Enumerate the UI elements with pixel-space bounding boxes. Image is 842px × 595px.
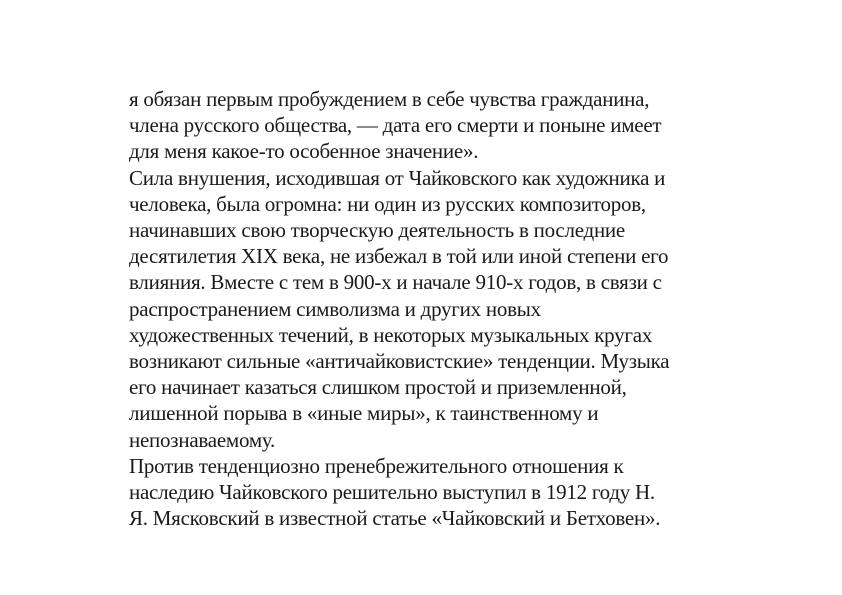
text-line: для меня какое-то особенное значение». [129, 139, 479, 164]
text-line: влияния. Вместе с тем в 900-х и начале 910-х годов, в связи с [129, 270, 662, 295]
text-line: Против тенденциозно пренебрежительного отношения к [129, 453, 624, 478]
text-line: распространением символизма и других новых [129, 296, 541, 321]
text-line: Сила внушения, исходившая от Чайковского как художника и [129, 165, 666, 190]
text-line: лишенной порыва в «иные миры», к таинственному и [129, 401, 599, 426]
text-line: члена русского общества, — дата его смерти и поныне имеет [129, 113, 662, 138]
text-line: начинавших свою творческую деятельность в последние [129, 218, 625, 243]
text-line: я обязан первым пробуждением в себе чувства гражданина, [129, 87, 650, 111]
text-line: возникают сильные «античайковистские» тенденции. Музыка [129, 349, 670, 374]
text-line: непознаваемому. [129, 427, 276, 452]
text-line: наследию Чайковского решительно выступил в 1912 году Н. [129, 480, 655, 505]
text-line: Я. Мясковский в известной статье «Чайковский и Бетховен». [129, 506, 661, 531]
text-line: десятилетия XIX века, не избежал в той или иной степени его [129, 244, 669, 269]
text-line: человека, была огромна: ни один из русских композиторов, [129, 191, 646, 216]
text-line: его начинает казаться слишком простой и приземленной, [129, 375, 627, 400]
text-line: художественных течений, в некоторых музыкальных кругах [129, 322, 653, 347]
body-text [129, 86, 729, 531]
